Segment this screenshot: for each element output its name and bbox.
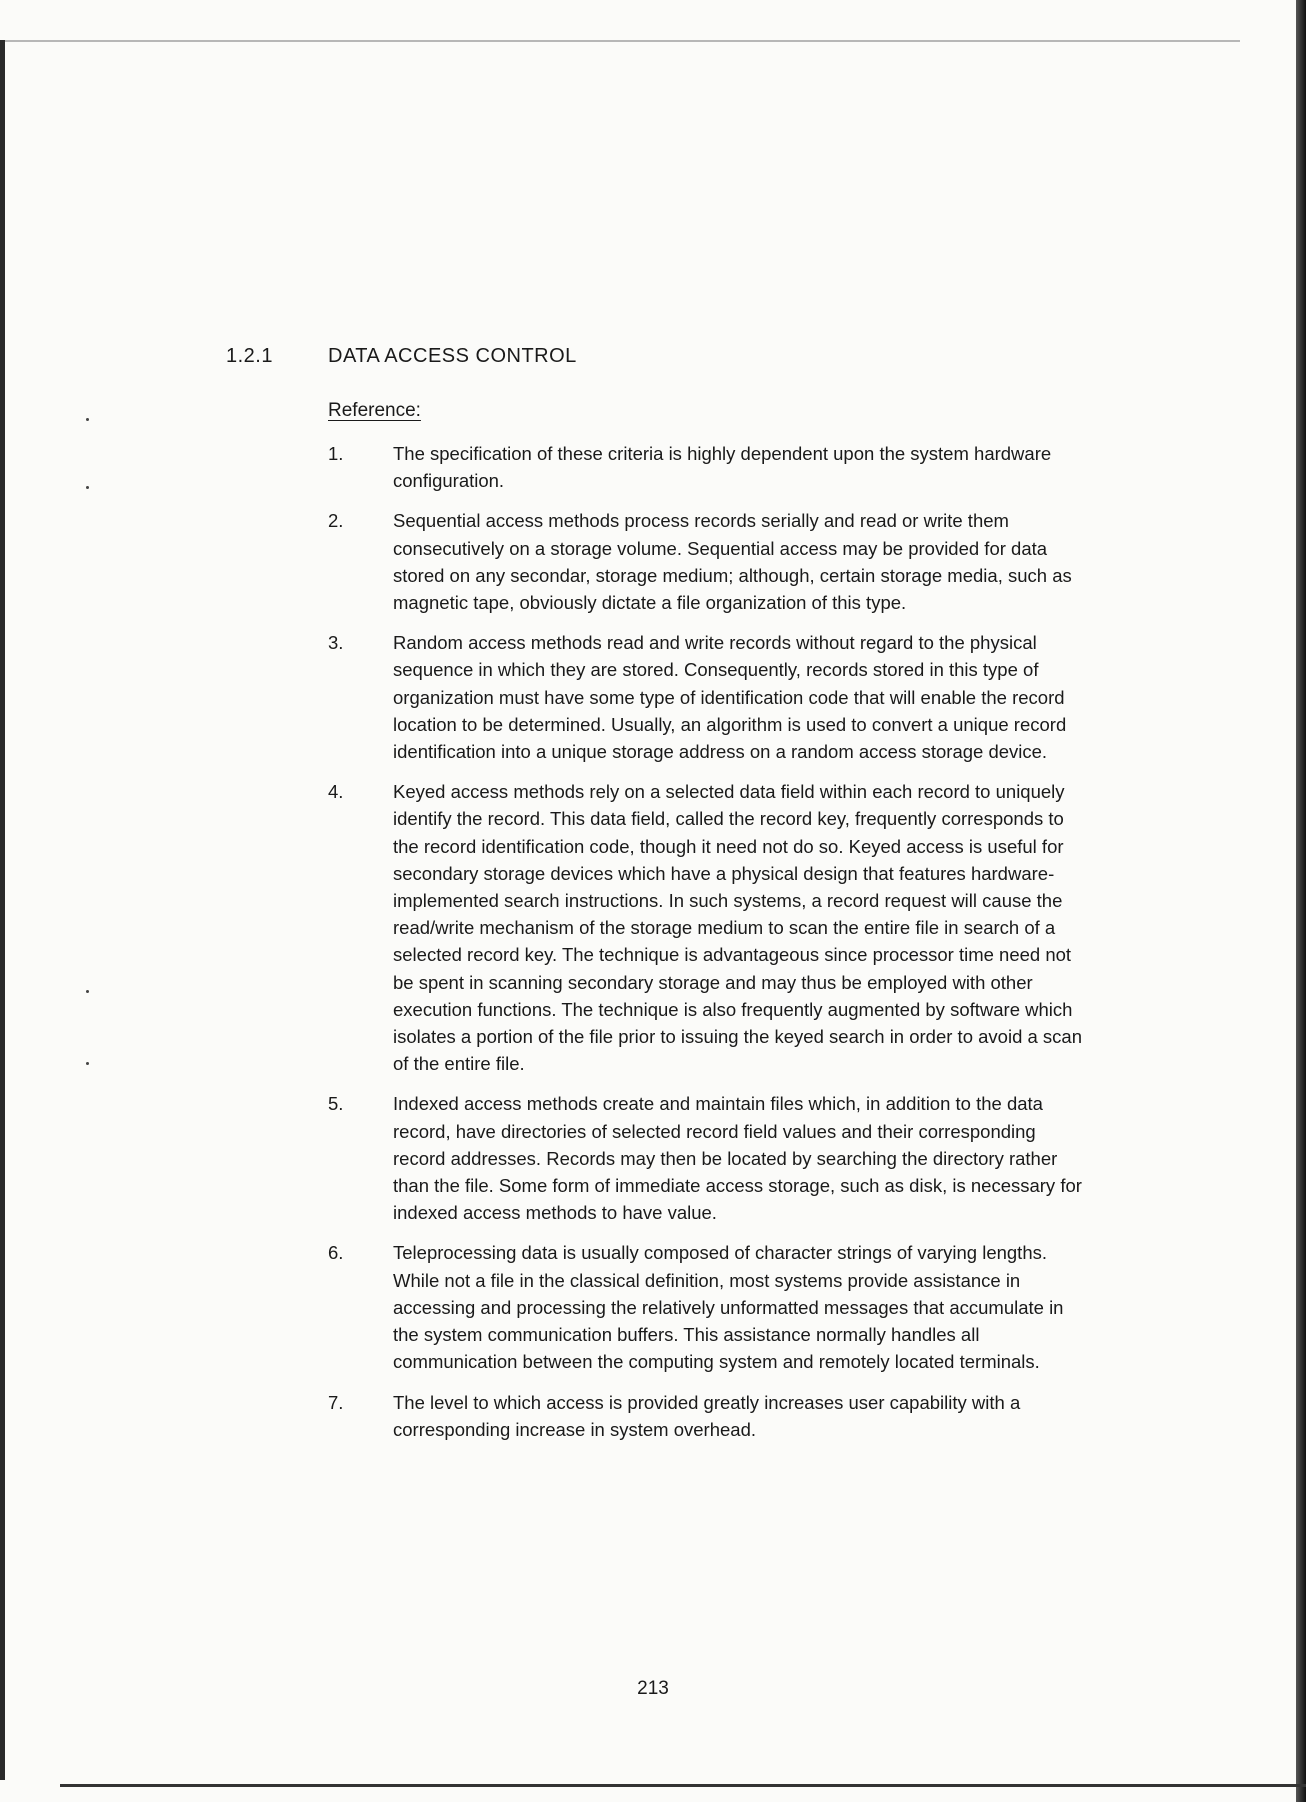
list-item [328, 629, 1088, 765]
item-text: Teleprocessing data is usually composed of character strings of varying lengths. While not a file in the classical definition, most systems provide assistance in accessing and processing the relatively unformatted messages that accumulate in the system communication buffers. This assistance normally handles all communication between the computing system and remotely located terminals. [393, 1242, 1064, 1373]
list-item [328, 778, 1088, 1077]
item-text: Keyed access methods rely on a selected data field within each record to uniquely identify the record. This data field, called the record key, frequently corresponds to the record identification code, though it need not do so. Keyed access is useful for secondary storage devices which have a physical design that features hardware-implemented search instructions. In such systems, a record request will cause the read/write mechanism of the storage medium to scan the entire file in search of a selected record key. The technique is advantageous since processor time need not be spent in scanning secondary storage and may thus be employed with other execution functions. The technique is also frequently augmented by software which isolates a portion of the file prior to issuing the keyed search in order to avoid a scan of the entire file. [393, 781, 1082, 1075]
scan-speck [86, 990, 89, 993]
list-item [328, 440, 1088, 494]
scan-speck [86, 486, 89, 489]
scan-edge-left [0, 40, 5, 1780]
scan-speck [86, 418, 89, 421]
reference-label: Reference: [328, 400, 421, 421]
item-number: 3. [328, 632, 344, 654]
list-item [328, 1090, 1088, 1226]
list-item [328, 1389, 1088, 1443]
item-text: Sequential access methods process records serially and read or write them consecutively on a storage volume. Sequential access may be provided for data stored on any secondar, storage medium; although, certain storage media, such as magnetic tape, obviously dictate a file organization of this type. [393, 510, 1072, 614]
scan-speck [86, 1062, 89, 1065]
section-title: DATA ACCESS CONTROL [328, 345, 577, 367]
item-number: 7. [328, 1391, 344, 1413]
page-number: 213 [637, 1678, 669, 1699]
scan-edge-bottom [60, 1784, 1306, 1787]
reference-list [328, 440, 1088, 1456]
scan-edge-right [1296, 0, 1306, 1802]
item-number: 4. [328, 781, 344, 803]
item-number: 6. [328, 1242, 344, 1264]
item-text: Indexed access methods create and maintain files which, in addition to the data record, have directories of selected record field values and their corresponding record addresses. Records may then be located by searching the directory rather than the file. Some form of immediate access storage, such as disk, is necessary for indexed access methods to have value. [393, 1093, 1082, 1224]
item-text: The level to which access is provided greatly increases user capability with a corresponding increase in system overhead. [393, 1391, 1021, 1440]
list-item [328, 1239, 1088, 1375]
section-number: 1.2.1 [226, 345, 273, 367]
item-number: 2. [328, 510, 344, 532]
scan-edge-top [0, 40, 1240, 42]
item-text: Random access methods read and write records without regard to the physical sequence in which they are stored. Consequently, records stored in this type of organization must have some type of identification code that will enable the record location to be determined. Usually, an algorithm is used to convert a unique record identification into a unique storage address on a random access storage device. [393, 632, 1067, 763]
list-item [328, 507, 1088, 616]
section-heading [226, 345, 577, 368]
item-number: 5. [328, 1093, 344, 1115]
item-text: The specification of these criteria is highly dependent upon the system hardware configuration. [393, 443, 1052, 492]
item-number: 1. [328, 443, 344, 464]
